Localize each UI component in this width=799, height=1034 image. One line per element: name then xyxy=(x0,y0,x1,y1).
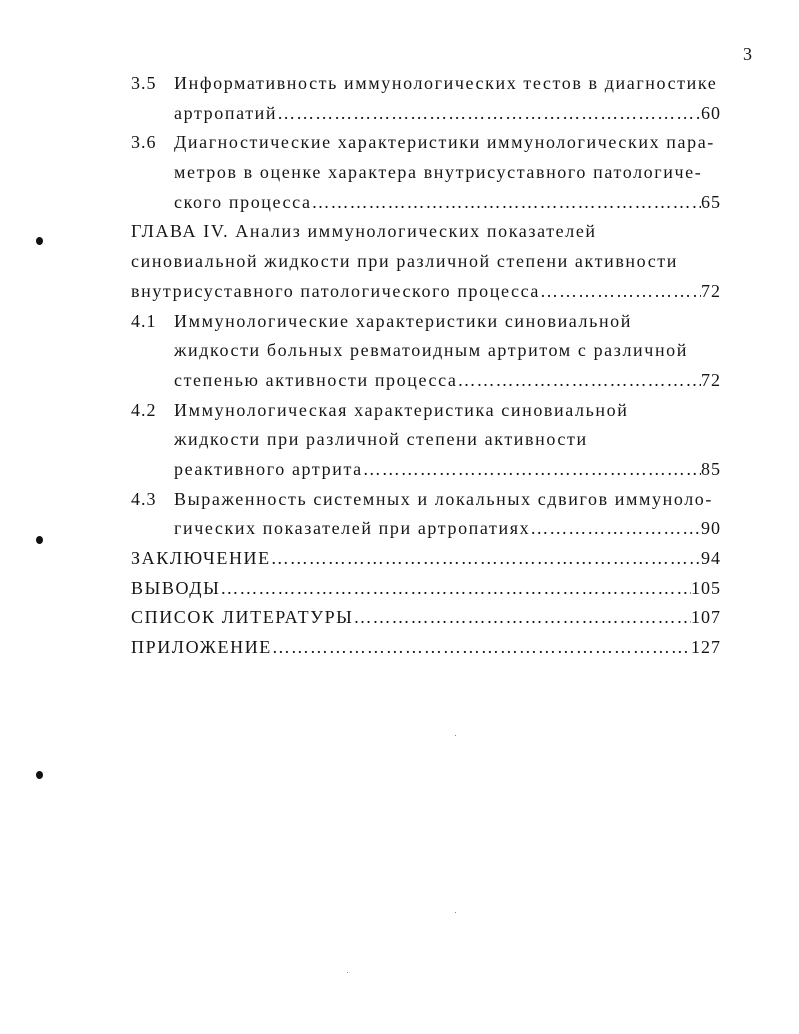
toc-entry xyxy=(131,217,721,306)
entry-title: жидкости при различной степени активности xyxy=(174,429,588,450)
toc-line xyxy=(131,514,721,544)
indent xyxy=(131,99,174,129)
entry-title: Выраженность системных и локальных сдвигов иммуноло- xyxy=(174,488,713,509)
page-ref: 107 xyxy=(691,607,721,628)
entry-title: синовиальной жидкости при различной степени активности xyxy=(131,251,678,272)
dot-leader xyxy=(458,366,701,396)
entry-title: ского процесса xyxy=(174,191,312,212)
entry-title: внутрисуставного патологического процесса xyxy=(131,280,541,301)
dot-leader xyxy=(363,455,701,485)
dot-leader xyxy=(277,99,701,129)
toc-entry xyxy=(131,603,721,633)
entry-title: артропатий xyxy=(174,102,278,123)
section-number: 4.3 xyxy=(131,488,157,509)
table-of-contents xyxy=(131,69,721,663)
entry-title: реактивного артрита xyxy=(174,458,363,479)
page-ref: 90 xyxy=(701,518,721,539)
toc-entry xyxy=(131,633,721,663)
toc-line xyxy=(131,158,721,188)
indent xyxy=(131,425,174,455)
toc-line xyxy=(131,277,721,307)
section-number: 3.5 xyxy=(131,73,157,93)
toc-entry xyxy=(131,396,721,485)
toc-entry xyxy=(131,307,721,396)
toc-entry xyxy=(131,574,721,604)
indent xyxy=(131,158,174,188)
scan-mark xyxy=(36,771,43,779)
toc-line xyxy=(131,99,721,129)
dot-leader xyxy=(540,277,701,307)
toc-line xyxy=(131,396,721,426)
entry-title: гических показателей при артропатиях xyxy=(174,518,531,539)
indent xyxy=(131,455,174,485)
page-ref: 72 xyxy=(701,369,721,390)
toc-line xyxy=(131,69,721,99)
section-number: 4.1 xyxy=(131,310,157,331)
dot-leader xyxy=(530,514,701,544)
entry-title: метров в оценке характера внутрисуставного патологиче- xyxy=(174,162,703,183)
toc-line xyxy=(131,217,721,247)
toc-line xyxy=(131,128,721,158)
scan-speck xyxy=(347,972,348,973)
entry-title: жидкости больных ревматоидным артритом с различной xyxy=(174,340,689,361)
entry-title: ЗАКЛЮЧЕНИЕ xyxy=(131,548,271,568)
toc-line xyxy=(131,188,721,218)
toc-line xyxy=(131,425,721,455)
toc-entry xyxy=(131,485,721,544)
dot-leader xyxy=(353,603,691,633)
entry-title: Информативность иммунологических тестов в диагностике xyxy=(174,73,718,93)
scan-speck xyxy=(455,912,456,913)
entry-title: Иммунологические характеристики синовиальной xyxy=(174,310,633,331)
toc-entry xyxy=(131,69,721,128)
page-ref: 65 xyxy=(701,191,721,212)
page-ref: 72 xyxy=(701,280,721,301)
toc-line xyxy=(131,603,721,633)
toc-line xyxy=(131,307,721,337)
entry-title: ГЛАВА IV. Анализ иммунологических показателей xyxy=(131,221,597,242)
toc-line xyxy=(131,247,721,277)
toc-line xyxy=(131,633,721,663)
entry-title: ВЫВОДЫ xyxy=(131,577,221,598)
page-ref: 105 xyxy=(691,577,721,598)
toc-line xyxy=(131,485,721,515)
toc-entry xyxy=(131,544,721,574)
scan-mark xyxy=(36,536,43,544)
entry-title: степенью активности процесса xyxy=(174,369,458,390)
toc-line xyxy=(131,574,721,604)
entry-title: ПРИЛОЖЕНИЕ xyxy=(131,637,272,658)
indent xyxy=(131,366,174,396)
toc-line xyxy=(131,544,721,574)
indent xyxy=(131,514,174,544)
page-ref: 94 xyxy=(701,548,721,568)
entry-title: СПИСОК ЛИТЕРАТУРЫ xyxy=(131,607,354,628)
toc-line xyxy=(131,366,721,396)
section-number: 3.6 xyxy=(131,132,157,153)
page-ref: 85 xyxy=(701,458,721,479)
page-number: 3 xyxy=(743,44,752,64)
page-ref: 60 xyxy=(701,102,721,123)
dot-leader xyxy=(312,188,701,218)
dot-leader xyxy=(220,574,691,604)
entry-title: Иммунологическая характеристика синовиальной xyxy=(174,399,629,420)
toc-entry xyxy=(131,128,721,217)
toc-line xyxy=(131,455,721,485)
entry-title: Диагностические характеристики иммунологических пара- xyxy=(174,132,715,153)
toc-line xyxy=(131,336,721,366)
scan-speck xyxy=(455,735,456,736)
page-ref: 127 xyxy=(691,637,721,658)
dot-leader xyxy=(272,633,691,663)
indent xyxy=(131,336,174,366)
dot-leader xyxy=(271,544,701,574)
indent xyxy=(131,188,174,218)
scan-mark xyxy=(36,237,43,245)
section-number: 4.2 xyxy=(131,399,157,420)
